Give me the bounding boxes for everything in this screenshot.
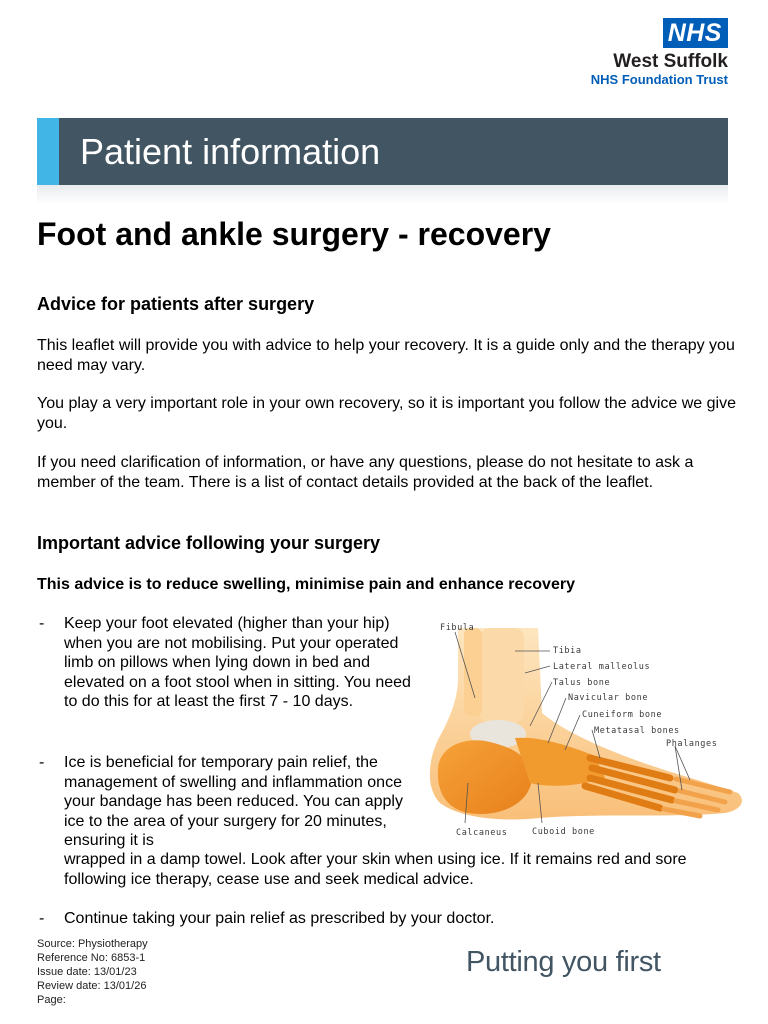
fibula-shape [464, 628, 482, 716]
tibia-shape [480, 628, 524, 723]
label-cuboid: Cuboid bone [532, 827, 595, 837]
bullet-dash: - [39, 754, 45, 771]
bullet-ice: Ice is beneficial for temporary pain relief, the management of swelling and inflammation once your bandage has been reduced. You can apply ice to the area of your surgery for 20 minutes, ensuring it is [64, 754, 403, 849]
footer-issue-date: Issue date: 13/01/23 [37, 966, 137, 978]
banner-accent-stripe [37, 118, 59, 185]
page-title: Foot and ankle surgery - recovery [37, 216, 551, 252]
trust-subtitle: NHS Foundation Trust [590, 72, 728, 87]
trust-name: West Suffolk [613, 51, 728, 72]
intro-paragraph: This leaflet will provide you with advice to help your recovery. It is a guide only and the therapy you need may vary. [37, 337, 735, 374]
section-heading-important: Important advice following your surgery [37, 533, 381, 553]
label-tibia: Tibia [553, 646, 582, 656]
document-footer [37, 937, 148, 1007]
banner-shadow [37, 185, 728, 205]
label-fibula: Fibula [440, 623, 475, 633]
footer-review-date: Review date: 13/01/26 [37, 980, 147, 992]
nhs-trust-logo [591, 18, 728, 88]
tagline-part1: Putting you [466, 946, 616, 978]
label-calcaneus: Calcaneus [456, 828, 508, 838]
foot-anatomy-illustration [420, 618, 750, 848]
bullet-pain-relief: Continue taking your pain relief as prescribed by your doctor. [64, 910, 495, 927]
label-phalanges: Phalanges [666, 739, 718, 749]
section-subheading: This advice is to reduce swelling, minimise pain and enhance recovery [37, 576, 575, 593]
bullet-elevate-foot: Keep your foot elevated (higher than your hip) when you are not mobilising. Put your operated limb on pillows when lying down in bed and elevated on a foot stool when in sitting. You need to do this for at least the first 7 - 10 days. [64, 615, 411, 710]
putting-you-first-tagline [466, 946, 661, 979]
label-navicular: Navicular bone [568, 693, 649, 703]
label-lateral-malleolus: Lateral malleolus [553, 662, 651, 672]
footer-page: Page: [37, 994, 66, 1006]
label-metatarsal: Metatasal bones [594, 726, 680, 736]
footer-reference: Reference No: 6853-1 [37, 952, 146, 964]
tagline-part2: first [615, 946, 661, 978]
bullet-dash: - [39, 615, 45, 632]
role-paragraph: You play a very important role in your own recovery, so it is important you follow the advice we give you. [37, 395, 736, 432]
label-talus: Talus bone [553, 678, 611, 688]
patient-information-banner [37, 118, 728, 185]
footer-source: Source: Physiotherapy [37, 938, 148, 950]
bullet-dash: - [39, 910, 45, 927]
clarification-paragraph: If you need clarification of information, or have any questions, please do not hesitate to ask a member of the team. There is a list of contact details provided at the back of the leaflet. [37, 454, 694, 491]
nhs-logo-mark: NHS [663, 18, 728, 48]
banner-title: Patient information [80, 131, 381, 172]
section-heading-advice: Advice for patients after surgery [37, 294, 315, 314]
bullet-ice-continued: wrapped in a damp towel. Look after your skin when using ice. If it remains red and sore following ice therapy, cease use and seek medical advice. [64, 851, 687, 888]
label-cuneiform: Cuneiform bone [582, 710, 663, 720]
